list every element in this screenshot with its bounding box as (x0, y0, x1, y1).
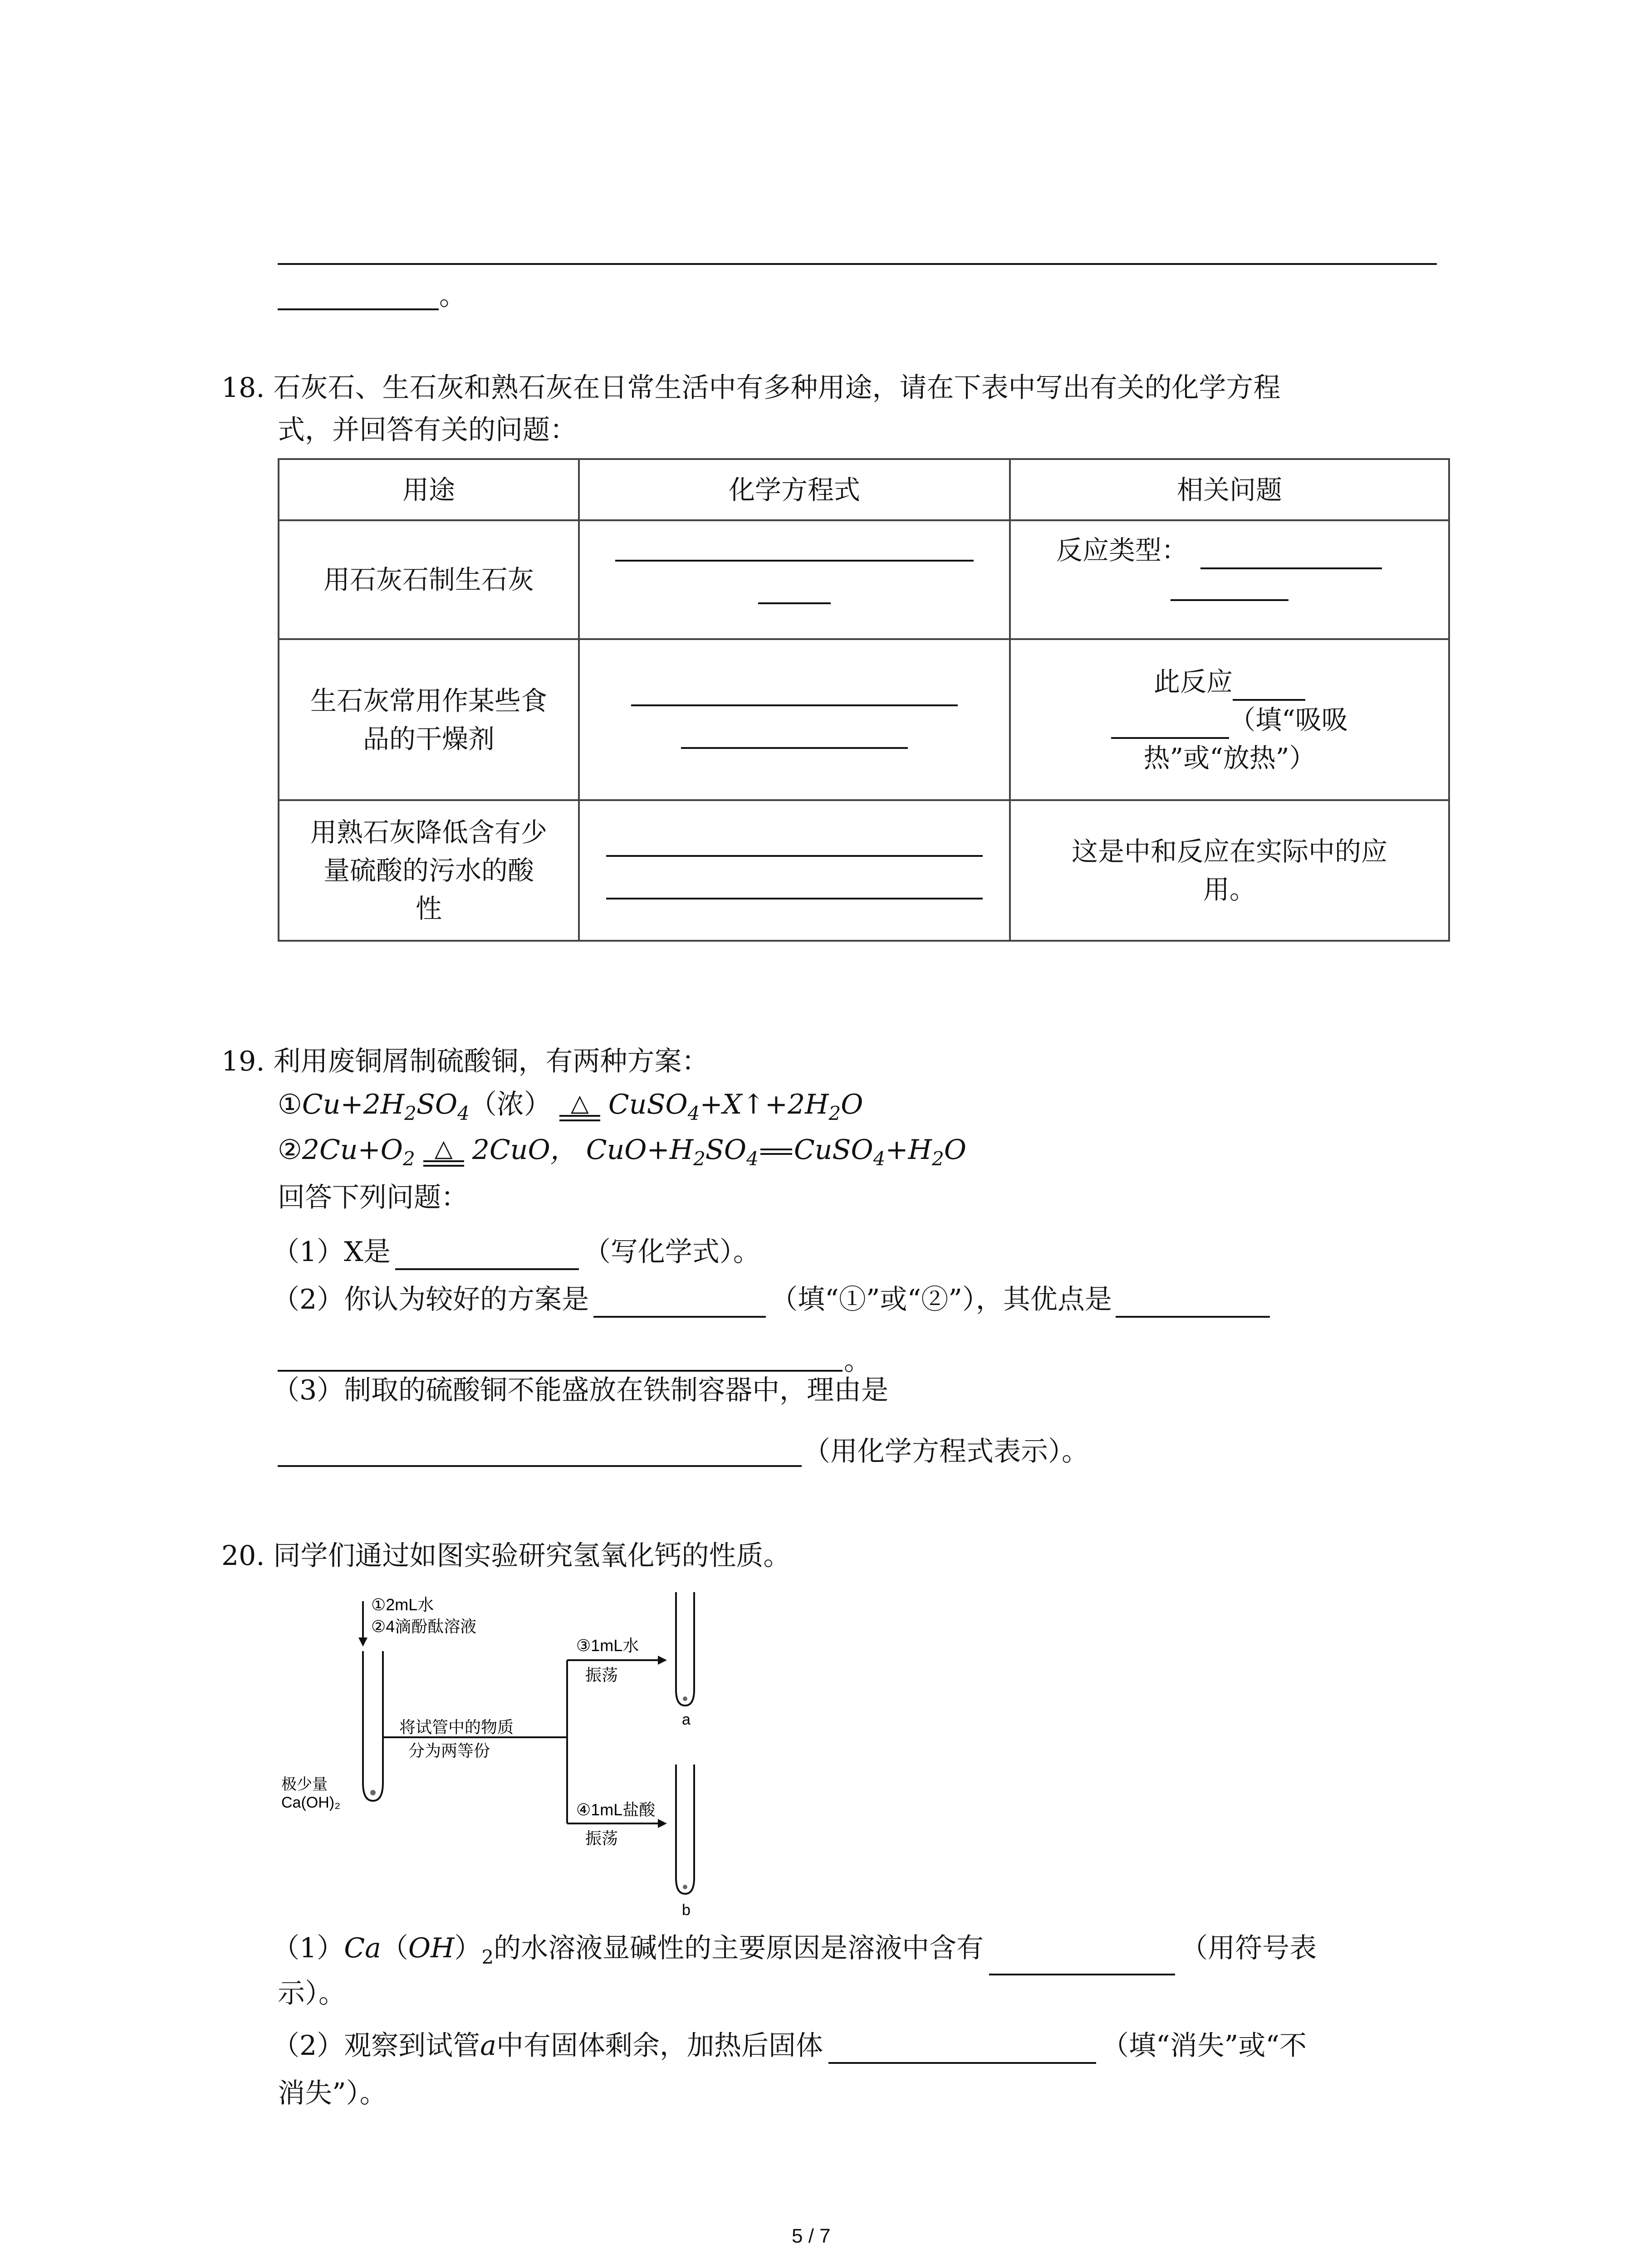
add-water-label: ①2mL水 (371, 1595, 434, 1614)
test-tube-b-icon (676, 1765, 694, 1894)
add-indicator-label: ②4滴酚酞溶液 (371, 1617, 477, 1636)
row3-use-line2: 量硫酸的污水的酸 (323, 855, 534, 886)
reaction-type-label: 反应类型： (1056, 535, 1188, 566)
header-equation: 化学方程式 (579, 459, 1010, 520)
reaction-type-blank[interactable] (1200, 567, 1382, 569)
reaction-type-blank-2[interactable] (1171, 599, 1288, 601)
q19-stem: 19. 利用废铜屑制硫酸铜，有两种方案： (221, 1046, 709, 1077)
paren-open: （ (381, 1932, 408, 1964)
header-use: 用途 (279, 459, 579, 520)
down-arrow-icon (358, 1637, 367, 1647)
row3-question-line1: 这是中和反应在实际中的应 (1071, 836, 1387, 867)
row3-use-line3: 性 (415, 893, 442, 924)
eq2-sub2: 2 (693, 1148, 705, 1170)
q20-p2-label: （2）观察到试管 (272, 2030, 480, 2062)
row3-use (279, 800, 579, 941)
eq1-sub3: 4 (687, 1102, 700, 1124)
equals-sign (760, 1149, 792, 1155)
right-arrow-icon (658, 1819, 667, 1828)
heat-blank-2[interactable] (1111, 737, 1229, 739)
branch-a-reagent: ③1mL水 (576, 1636, 639, 1655)
row3-use-line1: 用熟石灰降低含有少 (310, 817, 547, 848)
q20-p2-end: 消失”）。 (278, 2077, 387, 2109)
row3-question (1010, 800, 1449, 941)
split-label-1: 将试管中的物质 (399, 1718, 514, 1736)
q19-p2-label: （2）你认为较好的方案是 (272, 1284, 589, 1315)
row3-equation-blank[interactable] (579, 800, 1010, 941)
page-number: 5 / 7 (792, 2225, 831, 2247)
row2-question (1010, 639, 1449, 800)
eq1-left: Cu+2H (302, 1089, 405, 1120)
q20-part1 (272, 1930, 1317, 1975)
row2-equation-blank[interactable] (579, 639, 1010, 800)
eq1-left2: SO (416, 1089, 458, 1120)
answer-line[interactable] (278, 263, 1437, 265)
reagent-formula: Ca(OH)₂ (281, 1794, 341, 1811)
right-arrow-icon (658, 1656, 667, 1665)
q19-equation-2 (278, 1132, 966, 1177)
triangle-icon: △ (434, 1135, 453, 1163)
eq2-d: CuSO (794, 1134, 873, 1166)
eq1-sub2: 4 (457, 1102, 470, 1124)
sub-2: 2 (481, 1946, 494, 1968)
experiment-figure (277, 1588, 744, 1923)
q19-p2-advantage-blank[interactable] (1116, 1316, 1270, 1318)
eq2-d3: O (944, 1134, 966, 1166)
test-tube-a-icon (676, 1592, 694, 1706)
paren-close: ） (454, 1932, 482, 1964)
q19-answer-intro: 回答下列问题： (278, 1182, 468, 1213)
q19-p3-end: （用化学方程式表示）。 (803, 1436, 1089, 1467)
q20-p2-tail: （填“消失”或“不 (1101, 2030, 1307, 2062)
q20-p1-blank[interactable] (989, 1974, 1175, 1975)
triangle-icon: △ (570, 1090, 589, 1117)
q19-part2 (272, 1281, 1270, 1318)
split-label-2: 分为两等份 (408, 1741, 490, 1760)
eq2-num: ② (278, 1134, 302, 1166)
eq1-sub1: 2 (404, 1102, 416, 1124)
row1-equation-blank[interactable] (579, 520, 1010, 639)
q19-p1-tail: （写化学式）。 (583, 1236, 760, 1268)
oh: OH (408, 1932, 455, 1964)
eq1-sub4: 2 (828, 1102, 841, 1124)
q19-equation-1 (278, 1086, 863, 1132)
eq1-num: ① (278, 1089, 302, 1120)
q18-stem-line2: 式，并回答有关的问题： (278, 414, 577, 446)
header-question: 相关问题 (1010, 459, 1449, 520)
test-tube-icon (363, 1651, 383, 1801)
tube-a-ref: a (480, 2030, 496, 2062)
q18-table (278, 458, 1450, 942)
row2-question-line3: 热”或“放热”） (1143, 742, 1316, 773)
eq2-b: 2CuO， (472, 1134, 578, 1166)
eq2-sub5: 2 (932, 1148, 944, 1170)
tube-b-label: b (682, 1901, 691, 1919)
row2-use-line1: 生石灰常用作某些食 (310, 685, 547, 716)
eq2-c: CuO+H (586, 1134, 694, 1166)
q19-p2-blank[interactable] (593, 1316, 766, 1318)
row3-question-line2: 用。 (1203, 874, 1256, 905)
heating-condition (423, 1137, 464, 1167)
q20-p1-end: 示）。 (278, 1978, 346, 2009)
period: 。 (439, 280, 466, 312)
row2-question-line2: （填“吸吸 (1229, 704, 1348, 735)
tube-a-label: a (682, 1711, 691, 1728)
q19-p2-advantage-line[interactable] (278, 1370, 843, 1372)
q20-part2 (272, 2028, 1307, 2064)
q19-part3: （3）制取的硫酸铜不能盛放在铁制容器中，理由是 (272, 1374, 889, 1406)
q20-p1-label: （1） (272, 1932, 344, 1964)
q20-p1-text: 的水溶液显碱性的主要原因是溶液中含有 (494, 1932, 984, 1964)
eq1-condition: （浓） (469, 1089, 551, 1120)
q19-p2-mid: （填“①”或“②”），其优点是 (770, 1284, 1112, 1315)
eq2-sub4: 4 (873, 1148, 886, 1170)
eq2-d2: +H (885, 1134, 932, 1166)
eq2-sub1: 2 (402, 1148, 415, 1170)
q20-p2-text: 中有固体剩余，加热后固体 (496, 2030, 823, 2062)
q19-p2-end: 。 (844, 1345, 871, 1377)
heat-blank-1[interactable] (1233, 699, 1305, 701)
answer-line[interactable] (278, 308, 439, 310)
ca: Ca (344, 1932, 381, 1964)
q20-p1-tail: （用符号表 (1181, 1932, 1317, 1964)
branch-b-shake: 振荡 (585, 1829, 618, 1848)
branch-b-reagent: ④1mL盐酸 (576, 1800, 656, 1819)
q19-p1-label: （1）X是 (272, 1236, 391, 1268)
eq2-c2: SO (705, 1134, 747, 1166)
q19-p1-blank[interactable] (395, 1268, 579, 1270)
branch-a-shake: 振荡 (585, 1666, 618, 1684)
eq2-sub3: 4 (746, 1148, 759, 1170)
row1-use: 用石灰石制生石灰 (279, 520, 579, 639)
q20-p2-blank[interactable] (828, 2062, 1096, 2064)
row1-question (1010, 520, 1449, 639)
row2-use (279, 639, 579, 800)
eq1-right2: +X↑+2H (700, 1089, 829, 1120)
heating-condition (559, 1091, 600, 1121)
eq2-a: 2Cu+O (302, 1134, 403, 1166)
reagent-amount: 极少量 (281, 1776, 328, 1793)
q20-stem: 20. 同学们通过如图实验研究氢氧化钙的性质。 (221, 1540, 791, 1572)
q18-stem-line1: 18. 石灰石、生石灰和熟石灰在日常生活中有多种用途，请在下表中写出有关的化学方程 (221, 372, 1281, 404)
row2-question-line1: 此反应 (1153, 666, 1233, 697)
q19-part1 (272, 1234, 760, 1270)
row2-use-line2: 品的干燥剂 (362, 723, 495, 754)
q19-p3-blank[interactable] (278, 1465, 802, 1467)
eq1-right3: O (841, 1089, 863, 1120)
eq1-right: CuSO (608, 1089, 688, 1120)
